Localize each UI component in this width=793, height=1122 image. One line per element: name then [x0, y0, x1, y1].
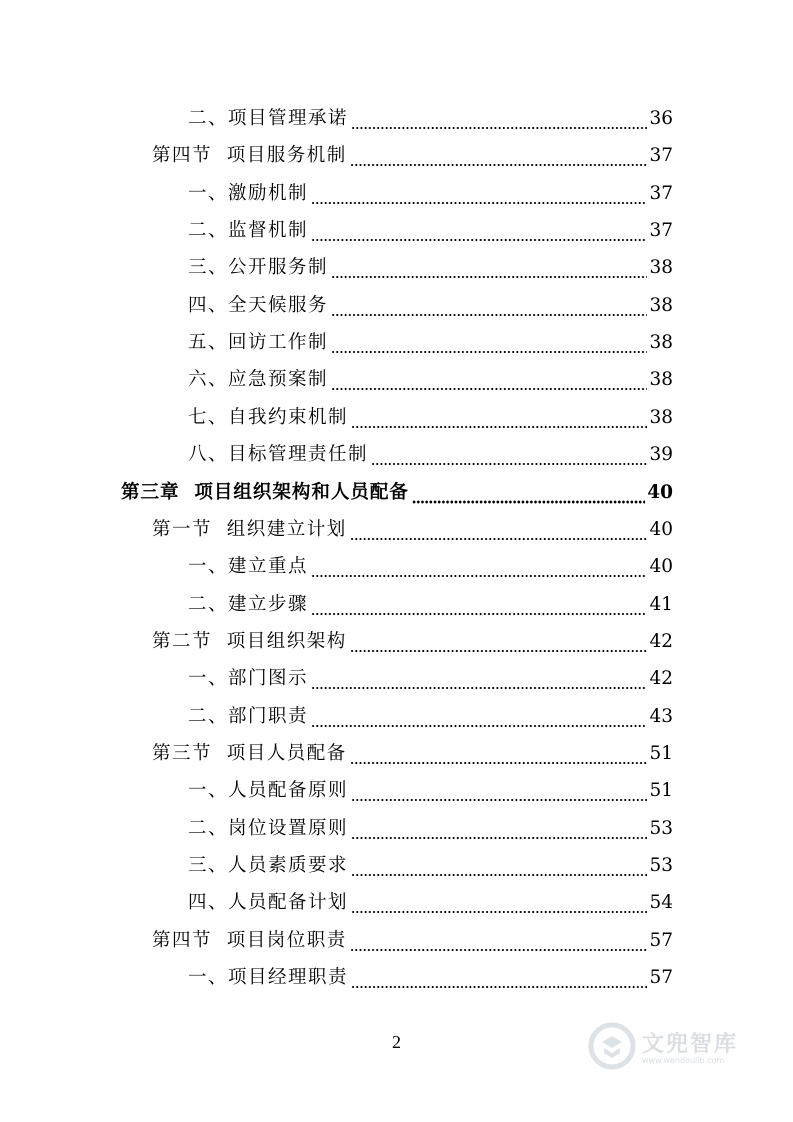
toc-item-row[interactable] [188, 554, 673, 580]
toc-item-row[interactable] [188, 330, 673, 356]
toc-entry-title: 四、人员配备计划 [188, 892, 349, 914]
toc-page-number: 37 [649, 220, 673, 242]
toc-item-row[interactable] [188, 218, 673, 244]
toc-dot-leader [350, 517, 648, 543]
toc-dot-leader [331, 367, 647, 393]
toc-dot-leader [351, 816, 647, 842]
toc-section-row[interactable] [152, 629, 673, 655]
toc-page-number: 38 [649, 369, 673, 391]
toc-page-number: 57 [649, 929, 673, 951]
toc-page-number: 36 [649, 108, 673, 129]
toc-chapter-row[interactable] [121, 480, 673, 506]
toc-dot-leader [351, 853, 647, 879]
toc-dot-leader [311, 218, 647, 244]
toc-entry-title: 二、岗位设置原则 [188, 817, 349, 839]
toc-page-number: 43 [649, 705, 673, 727]
toc-dot-leader [331, 293, 647, 319]
toc-dot-leader [311, 592, 647, 618]
toc-entry-title: 一、人员配备原则 [188, 780, 349, 802]
toc-section-row[interactable] [152, 517, 673, 543]
toc-item-row[interactable] [188, 367, 673, 393]
toc-entry-title: 七、自我约束机制 [188, 406, 349, 428]
toc-entry-title: 一、建立重点 [188, 556, 309, 578]
toc-page-number: 42 [649, 668, 673, 690]
toc-page-number: 57 [649, 967, 673, 989]
toc-entry-title: 第三章 项目组织架构和人员配备 [121, 481, 409, 503]
toc-dot-leader [351, 965, 647, 991]
toc-dot-leader [331, 255, 647, 281]
toc-page-number: 42 [649, 630, 673, 652]
toc-entry-title: 六、应急预案制 [188, 369, 329, 391]
toc-page-number: 53 [649, 855, 673, 876]
toc-page-number: 38 [649, 257, 673, 279]
toc-dot-leader [350, 629, 648, 655]
toc-dot-leader [350, 928, 648, 954]
toc-item-row[interactable] [188, 965, 673, 991]
toc-dot-leader [311, 181, 647, 207]
toc-item-row[interactable] [188, 181, 673, 207]
toc-entry-title: 五、回访工作制 [188, 332, 329, 354]
toc-entry-title: 一、项目经理职责 [188, 967, 349, 989]
toc-dot-leader [351, 405, 647, 431]
toc-item-row[interactable] [188, 816, 673, 842]
toc-item-row[interactable] [188, 442, 673, 468]
toc-item-row[interactable] [188, 853, 673, 879]
toc-item-row[interactable] [188, 778, 673, 804]
toc-entry-title: 二、项目管理承诺 [188, 108, 349, 129]
toc-item-row[interactable] [188, 704, 673, 730]
toc-page-number: 38 [649, 406, 673, 428]
watermark-name: 文兜智库 [642, 1032, 739, 1057]
watermark [588, 1016, 758, 1076]
toc-entry-title: 一、激励机制 [188, 182, 309, 204]
toc-entry-title: 三、公开服务制 [188, 257, 329, 279]
toc-page-number: 37 [649, 145, 673, 167]
toc-dot-leader [311, 666, 647, 692]
toc-entry-title: 八、目标管理责任制 [188, 444, 369, 466]
toc-page-number: 39 [649, 444, 673, 466]
toc-dot-leader [351, 890, 647, 916]
toc-item-row[interactable] [188, 666, 673, 692]
toc-dot-leader [412, 480, 645, 506]
toc-page-number: 40 [649, 556, 673, 578]
toc-entry-title: 第二节 项目组织架构 [152, 630, 347, 652]
toc-entry-title: 第三节 项目人员配备 [152, 742, 347, 764]
toc-page-number: 38 [649, 332, 673, 354]
toc-item-row[interactable] [188, 106, 673, 132]
toc-entry-title: 四、全天候服务 [188, 294, 329, 316]
toc-page-number: 54 [649, 892, 673, 914]
toc-item-row[interactable] [188, 592, 673, 618]
toc-dot-leader [311, 704, 647, 730]
toc-entry-title: 第四节 项目服务机制 [152, 145, 347, 167]
toc-entry-title: 第一节 组织建立计划 [152, 518, 347, 540]
toc-page-number: 40 [647, 481, 673, 503]
toc-dot-leader [311, 554, 647, 580]
toc-item-row[interactable] [188, 293, 673, 319]
toc-entry-title: 二、建立步骤 [188, 593, 309, 615]
toc-section-row[interactable] [152, 928, 673, 954]
toc-page-number: 38 [649, 294, 673, 316]
toc-entry-title: 一、部门图示 [188, 668, 309, 690]
toc-dot-leader [351, 778, 647, 804]
toc-section-row[interactable] [152, 741, 673, 767]
toc-entry-title: 三、人员素质要求 [188, 855, 349, 876]
toc-entry-title: 第四节 项目岗位职责 [152, 929, 347, 951]
toc-page-number: 51 [649, 742, 673, 764]
toc-page-number: 41 [649, 593, 673, 615]
page-number: 2 [392, 1032, 401, 1052]
toc-item-row[interactable] [188, 405, 673, 431]
toc-dot-leader [371, 442, 647, 468]
toc-dot-leader [331, 330, 647, 356]
watermark-url: www.wendoulib.com [642, 1056, 725, 1065]
toc-dot-leader [350, 741, 648, 767]
toc-item-row[interactable] [188, 890, 673, 916]
toc-item-row[interactable] [188, 255, 673, 281]
toc-page-number: 40 [649, 518, 673, 540]
toc-page-number: 37 [649, 182, 673, 204]
wendou-logo-icon [588, 1022, 636, 1070]
toc-dot-leader [351, 106, 647, 132]
toc-section-row[interactable] [152, 143, 673, 169]
toc-page-number: 53 [649, 817, 673, 839]
toc-page-number: 51 [649, 780, 673, 802]
toc-entry-title: 二、监督机制 [188, 220, 309, 242]
toc-entry-title: 二、部门职责 [188, 705, 309, 727]
toc-dot-leader [350, 143, 648, 169]
